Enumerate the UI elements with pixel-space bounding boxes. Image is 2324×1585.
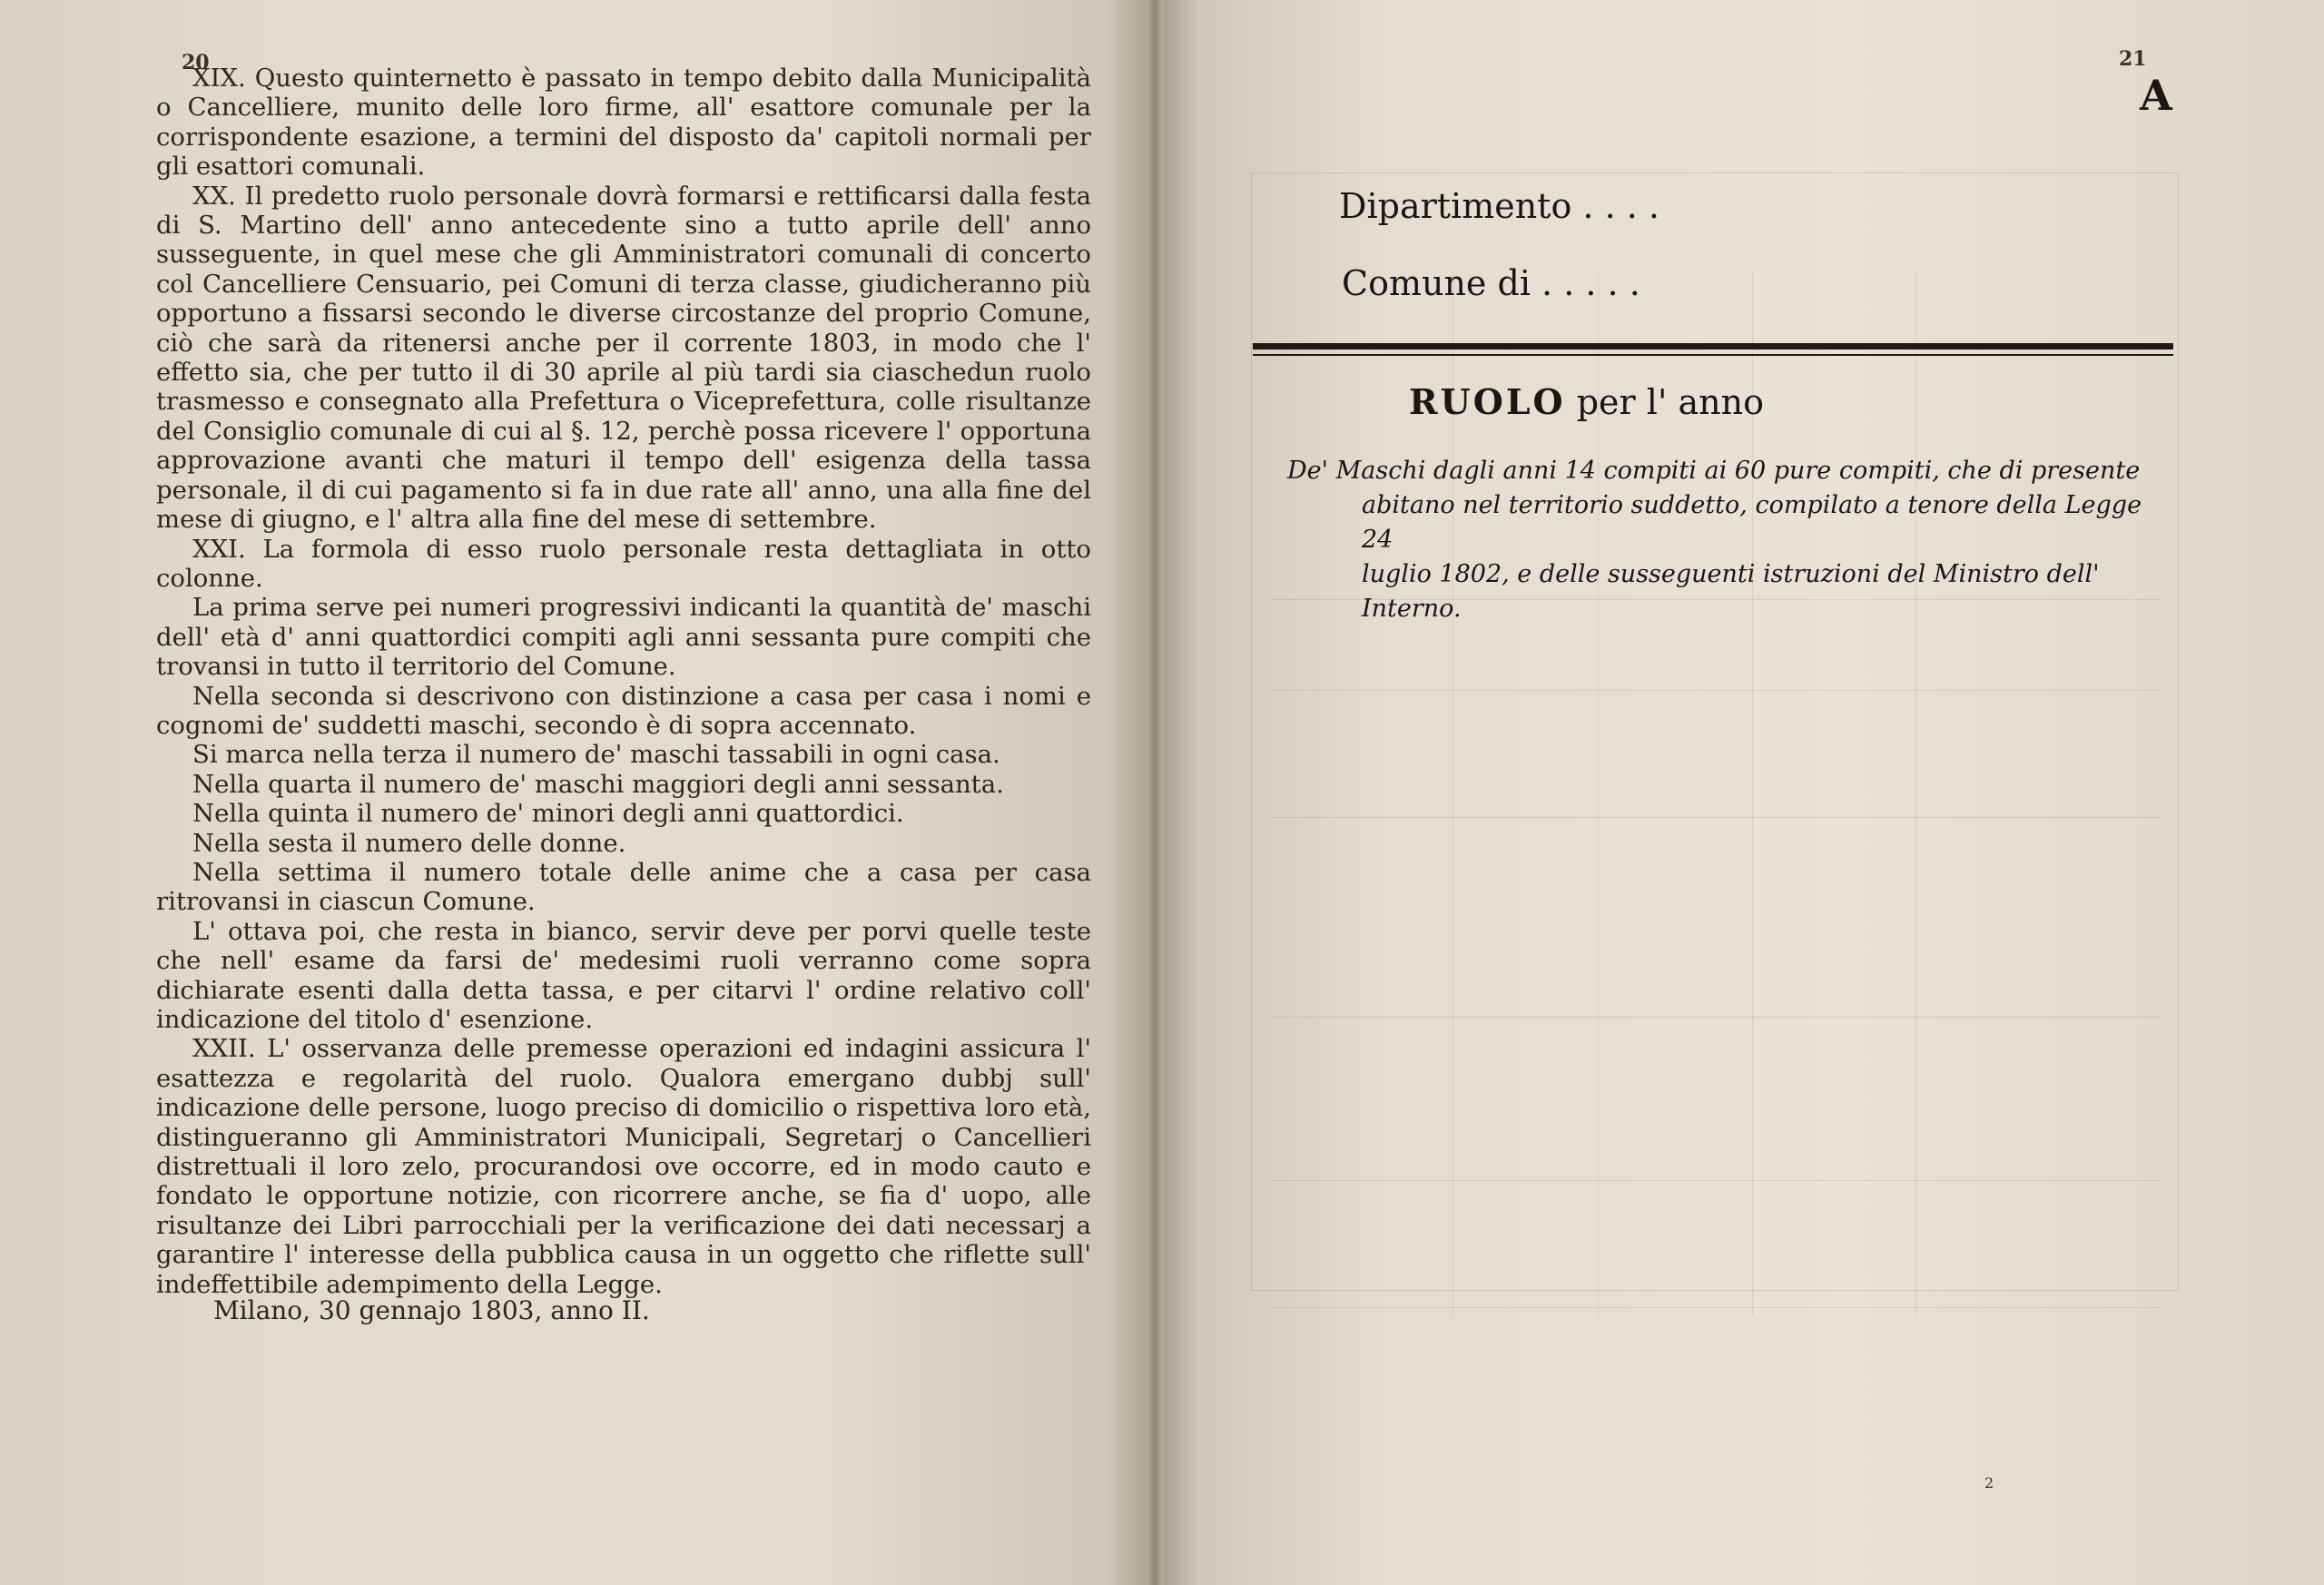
paragraph-col-2: Nella seconda si descrivono con distinzione a casa per casa i nomi e cognomi de' suddetti maschi, secondo è di sopra accennato. (156, 681, 1091, 740)
show-through-line (1271, 690, 2161, 691)
paragraph-xx: XX. Il predetto ruolo personale dovrà formarsi e rettificarsi dalla festa di S. Martino dell' anno antecedente sino a tutto aprile dell' anno susseguente, in quel mese che gli Amministratori comunali di concerto col Cancelliere Censuario, pei Comuni di terza classe, giudicheranno più opportuno a fissarsi secondo le diverse circostanze del proprio Comune, ciò che sarà da ritenersi anche per il corrente 1803, in modo che l' effetto sia, che per tutto il di 30 aprile al più tardi sia ciaschedun ruolo trasmesso e consegnato alla Prefettura o Viceprefettura, colle risultanze del Consiglio comunale di cui al §. 12, perchè possa ricevere l' opportuna approvazione avanti che maturi il tempo dell' esigenza della tassa personale, il di cui pagamento si fa in due rate all' anno, una alla fine del mese di giugno, e l' altra alla fine del mese di settembre. (156, 181, 1091, 535)
description-line: luglio 1802, e delle susseguenti istruzioni del Ministro dell' Interno. (1362, 560, 2100, 623)
paragraph-xxii: XXII. L' osservanza delle premesse operazioni ed indagini assicura l' esattezza e regolarità del ruolo. Qualora emergano dubbj sull' indicazione delle persone, luogo preciso di domicilio o rispettiva loro età, distingueranno gli Amministratori Municipali, Segretarj o Cancellieri distrettuali il loro zelo, procurandosi ove occorre, ed in modo cauto e fondato le opportune notizie, con ricorrere anche, se fia d' uopo, alle risultanze dei Libri parrocchiali per la verificazione dei dati necessarj a garantire l' interesse della pubblica causa in un oggetto che riflette sull' indeffettibile adempimento della Legge. (156, 1034, 1091, 1299)
signature-line: Milano, 30 gennajo 1803, anno II. (213, 1295, 650, 1325)
annex-letter: A (2140, 71, 2172, 120)
paragraph-col-8: L' ottava poi, che resta in bianco, servir deve per porvi quelle teste che nell' esame da farsi de' medesimi ruoli verranno come sopra dichiarate esenti dalla detta tassa, e per citarvi l' ordine relativo coll' indicazione del titolo d' esenzione. (156, 916, 1091, 1034)
description-line: abitano nel territorio suddetto, compilato a tenore della Legge 24 (1362, 491, 2142, 554)
show-through-line (1271, 1017, 2161, 1018)
paragraph-col-6: Nella sesta il numero delle donne. (192, 828, 626, 858)
book-gutter (1146, 0, 1164, 1585)
paragraph-col-1: La prima serve pei numeri progressivi indicanti la quantità de' maschi dell' età d' anni quattordici compiti agli anni sessanta pure compiti che trovansi in tutto il territorio del Comune. (156, 593, 1091, 682)
paragraph-col-5: Nella quinta il numero de' minori degli anni quattordici. (192, 799, 904, 829)
show-through-column (1452, 272, 1453, 1316)
page-number-left: 20 (182, 51, 210, 74)
show-through-column (1598, 272, 1599, 1316)
left-page-body (156, 64, 1091, 1299)
paragraph-col-3: Si marca nella terza il numero de' maschi tassabili in ogni casa. (192, 740, 1000, 770)
show-through-column (1752, 272, 1753, 1316)
ruolo-title-rest: per l' anno (1576, 382, 1764, 422)
signature-mark: 2 (1984, 1474, 1994, 1491)
show-through-line (1271, 1307, 2161, 1308)
show-through-column (1915, 272, 1916, 1316)
paragraph-xix: XIX. Questo quinternetto è passato in tempo debito dalla Municipalità o Cancelliere, munito delle loro firme, all' esattore comunale per la corrispondente esazione, a termini del disposto da' capitoli normali per gli esattori comunali. (156, 64, 1091, 182)
ruolo-title-caps: RUOLO (1409, 381, 1566, 422)
double-rule-thin (1253, 354, 2173, 356)
show-through-line (1271, 1180, 2161, 1181)
ruolo-title (1409, 381, 1764, 422)
ruolo-description (1287, 454, 2159, 626)
paragraph-col-4: Nella quarta il numero de' maschi maggiori degli anni sessanta. (192, 769, 1004, 799)
show-through-frame (1251, 172, 2179, 1291)
department-label: Dipartimento . . . . (1339, 186, 1659, 226)
page-number-right: 21 (2119, 47, 2147, 71)
description-line: De' Maschi dagli anni 14 compiti ai 60 pure compiti, che di presente (1287, 457, 2141, 485)
comune-label: Comune di . . . . . (1342, 263, 1640, 303)
show-through-line (1271, 817, 2161, 818)
paragraph-col-7: Nella settima il numero totale delle anime che a casa per casa ritrovansi in ciascun Comune. (156, 857, 1091, 917)
paragraph-xxi: XXI. La formola di esso ruolo personale resta dettagliata in otto colonne. (156, 534, 1091, 593)
double-rule-thick (1253, 343, 2173, 349)
